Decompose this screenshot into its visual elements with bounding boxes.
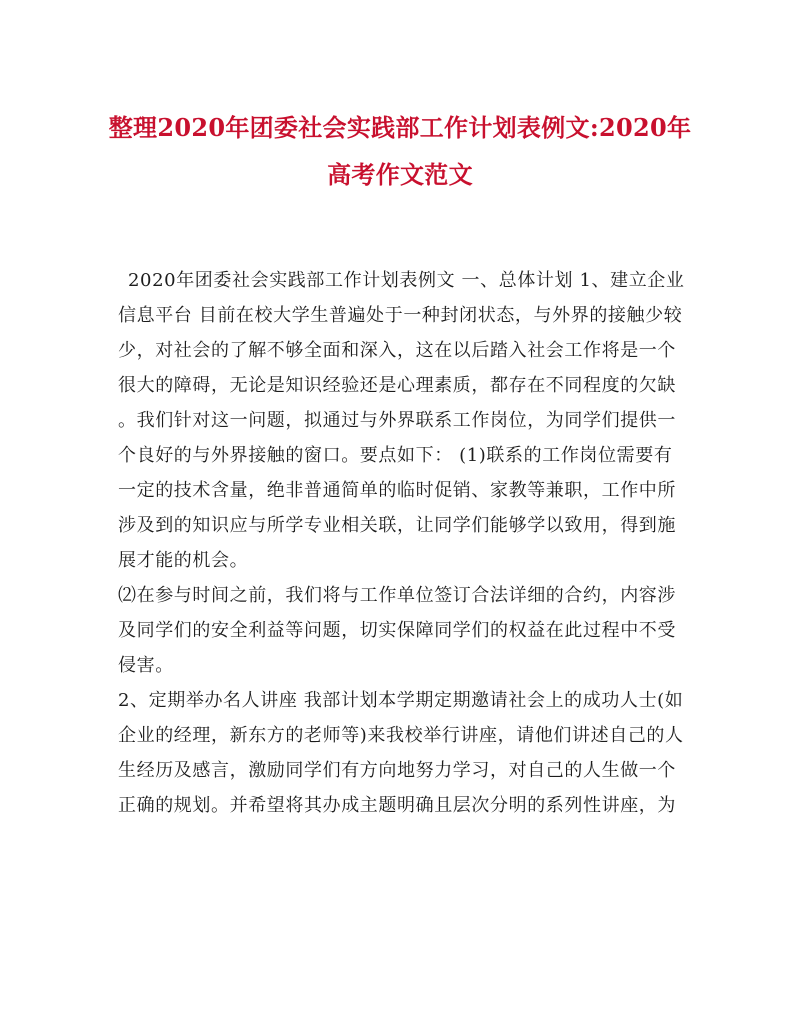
body-line: 企业的经理，新东方的老师等)来我校举行讲座，请他们讲述自己的人	[118, 725, 684, 746]
body-line: 2、定期举办名人讲座 我部计划本学期定期邀请社会上的成功人士(如	[118, 690, 684, 711]
body-line: 少，对社会的了解不够全面和深入，这在以后踏入社会工作将是一个	[118, 340, 676, 361]
body-line: 一定的技术含量，绝非普通简单的临时促销、家教等兼职，工作中所	[118, 480, 676, 501]
body-line: 涉及到的知识应与所学专业相关联，让同学们能够学以致用，得到施	[118, 515, 676, 536]
body-line: 及同学们的安全利益等问题，切实保障同学们的权益在此过程中不受	[118, 620, 676, 641]
body-line: 2020年团委社会实践部工作计划表例文 一、总体计划 1、建立企业	[128, 270, 685, 291]
body-line: 展才能的机会。	[118, 550, 249, 571]
body-line: 。我们针对这一问题，拟通过与外界联系工作岗位，为同学们提供一	[118, 410, 676, 431]
body-line: 生经历及感言，激励同学们有方向地努力学习，对自己的人生做一个	[118, 760, 676, 781]
body-line: 信息平台 目前在校大学生普遍处于一种封闭状态，与外界的接触少较	[118, 305, 683, 326]
body-line: 侵害。	[118, 655, 174, 676]
title-line: 高考作文范文	[327, 160, 473, 189]
body-line: ⑵在参与时间之前，我们将与工作单位签订合法详细的合约，内容涉	[118, 585, 676, 606]
body-line: 个良好的与外界接触的窗口。要点如下： (1)联系的工作岗位需要有	[118, 445, 673, 466]
title-line: 整理2020年团委社会实践部工作计划表例文:2020年	[108, 113, 692, 142]
document-title	[100, 104, 700, 198]
document-body	[118, 263, 688, 823]
body-line: 很大的障碍，无论是知识经验还是心理素质，都存在不同程度的欠缺	[118, 375, 676, 396]
body-line: 正确的规划。并希望将其办成主题明确且层次分明的系列性讲座，为	[118, 795, 676, 816]
